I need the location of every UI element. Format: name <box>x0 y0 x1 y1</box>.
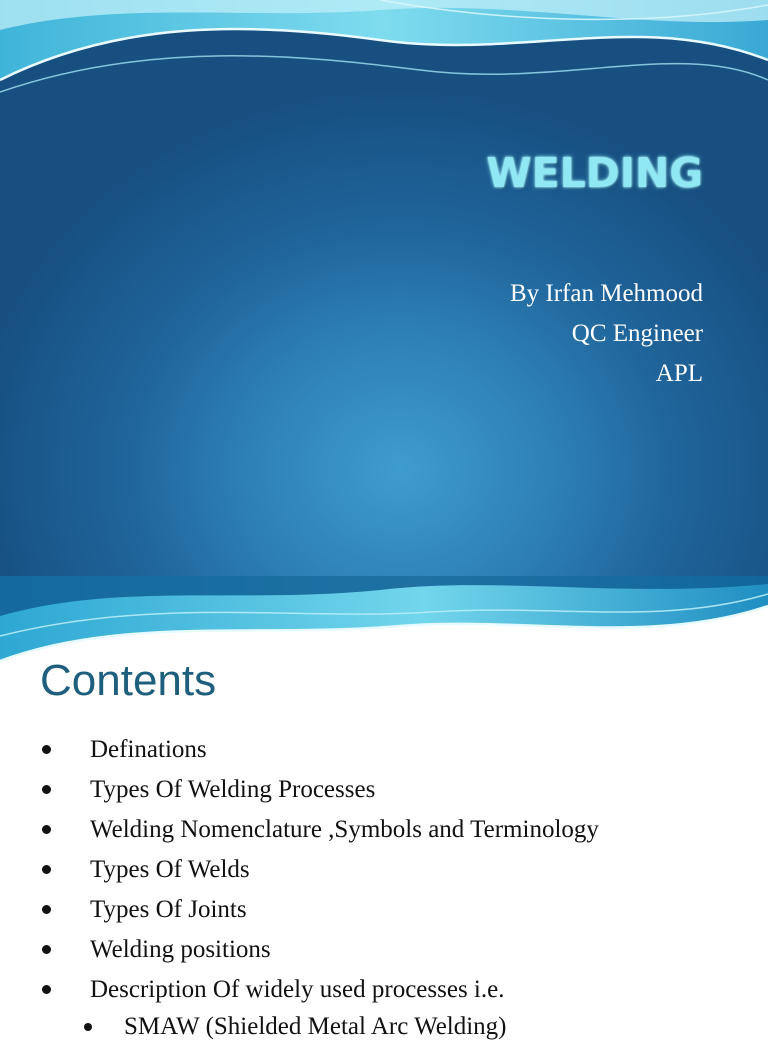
bullet-icon <box>42 945 51 954</box>
list-item-text: Types Of Welding Processes <box>90 776 376 803</box>
list-item <box>42 970 762 1010</box>
contents-heading: Contents <box>40 656 217 705</box>
list-item-text: Types Of Welds <box>90 856 250 883</box>
contents-list <box>42 730 762 1010</box>
list-item <box>42 890 762 930</box>
list-item <box>42 810 762 850</box>
slide-title: WELDING <box>486 149 703 197</box>
list-item <box>42 730 762 770</box>
bullet-icon <box>84 1023 92 1031</box>
sub-list-item-text: SMAW (Shielded Metal Arc Welding) <box>124 1013 507 1040</box>
bullet-icon <box>42 985 51 994</box>
contents-slide <box>0 576 768 1040</box>
author-company: APL <box>655 360 703 387</box>
list-item-text: Types Of Joints <box>90 896 247 923</box>
list-item <box>42 930 762 970</box>
bullet-icon <box>42 865 51 874</box>
list-item-text: Description Of widely used processes i.e. <box>90 976 505 1003</box>
list-item <box>42 850 762 890</box>
list-item <box>42 770 762 810</box>
author-name: By Irfan Mehmood <box>509 280 703 307</box>
list-item-text: Welding positions <box>90 936 271 963</box>
bullet-icon <box>42 745 51 754</box>
list-item-text: Definations <box>90 736 207 763</box>
author-block <box>330 274 703 394</box>
list-item-text: Welding Nomenclature ,Symbols and Terminology <box>90 816 599 843</box>
bullet-icon <box>42 785 51 794</box>
wave-decoration-top <box>0 0 768 110</box>
bullet-icon <box>42 825 51 834</box>
bullet-icon <box>42 905 51 914</box>
author-role: QC Engineer <box>571 320 703 347</box>
